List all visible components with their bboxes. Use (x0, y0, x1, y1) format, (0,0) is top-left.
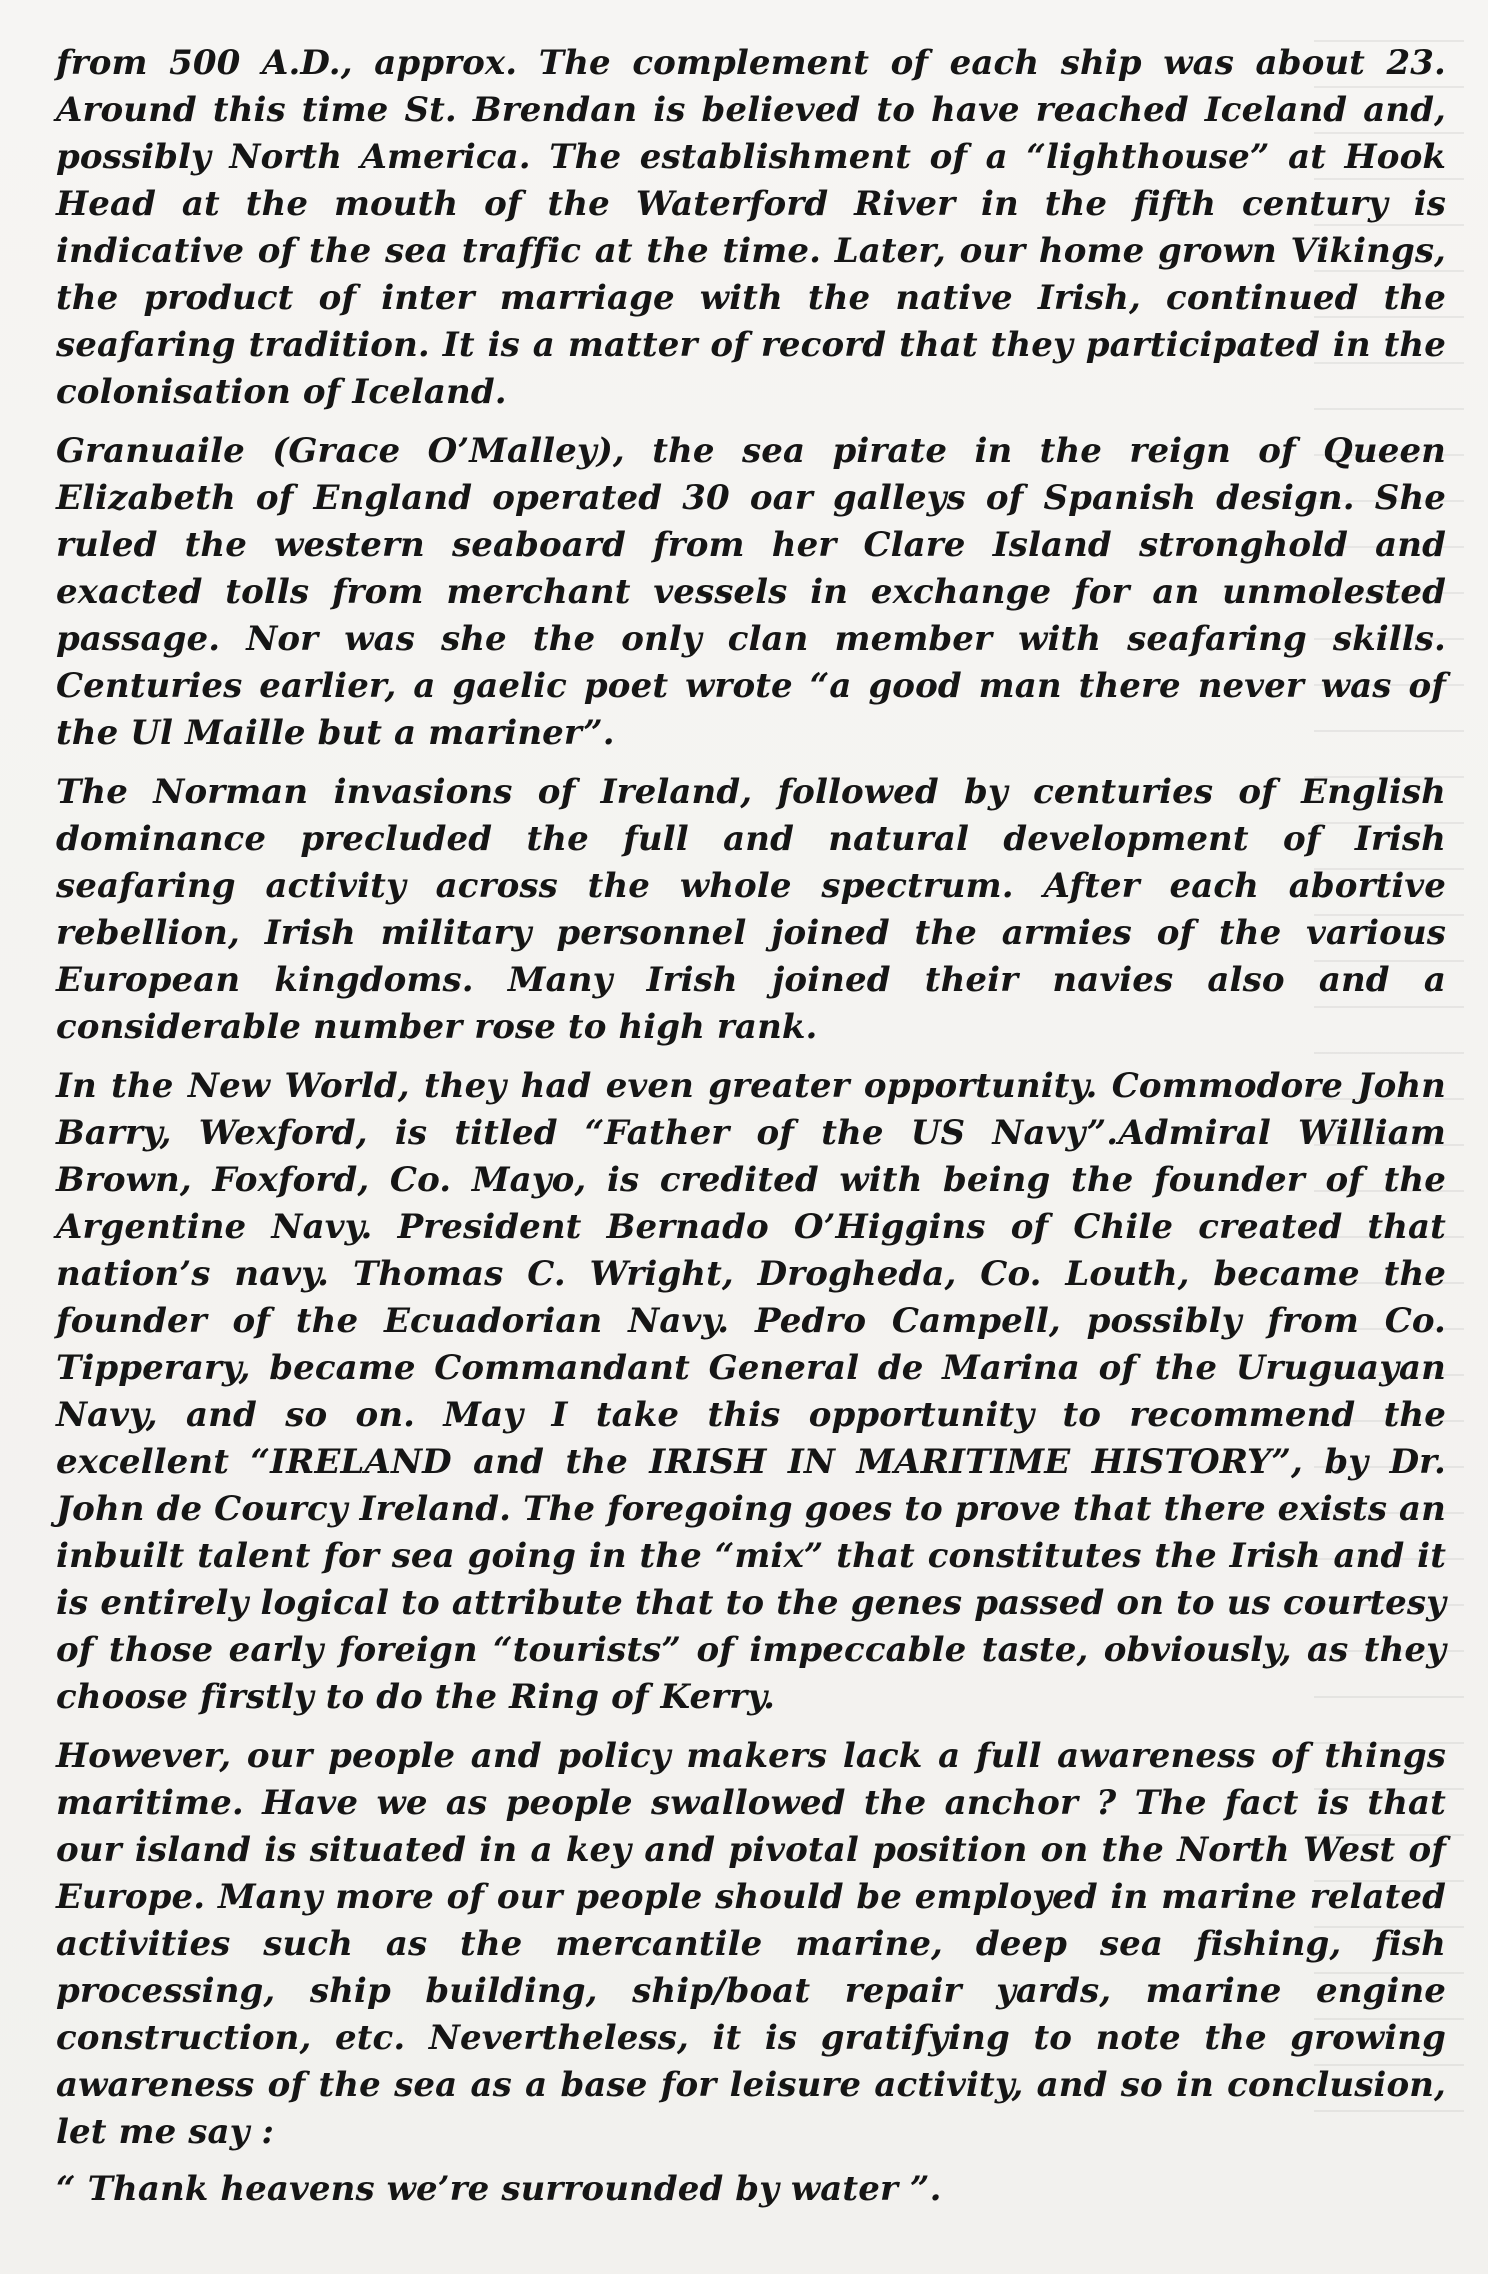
body-text (56, 40, 1446, 2213)
paragraph-vikings: from 500 A.D., approx. The complement of each ship was about 23. Around this time St. Brendan is believed to have reached Iceland and, possibly North America. The establishment of a “lighthouse” at Hook Head at the mouth of the Waterford River in the fifth century is indicative of the sea traffic at the time. Later, our home grown Vikings, the product of inter marriage with the native Irish, continued the seafaring tradition. It is a matter of record that they participated in the colonisation of Iceland. (56, 43, 1446, 412)
paragraph-new-world: In the New World, they had even greater opportunity. Commodore John Barry, Wexford, is titled “Father of the US Navy”.Admiral William Brown, Foxford, Co. Mayo, is credited with being the founder of the Argentine Navy. President Bernado O’Higgins of Chile created that nation’s navy. Thomas C. Wright, Drogheda, Co. Louth, became the founder of the Ecuadorian Navy. Pedro Campell, possibly from Co. Tipperary, became Commandant General de Marina of the Uruguayan Navy, and so on. May I take this opportunity to recommend the excellent “IRELAND and the IRISH IN MARITIME HISTORY”, by Dr. John de Courcy Ireland. The foregoing goes to prove that there exists an inbuilt talent for sea going in the “mix” that constitutes the Irish and it is entirely logical to attribute that to the genes passed on to us courtesy of those early foreign “tourists” of impeccable taste, obviously, as they choose firstly to do the Ring of Kerry. (56, 1066, 1446, 1717)
paragraph-granuaile: Granuaile (Grace O’Malley), the sea pirate in the reign of Queen Elizabeth of England operated 30 oar galleys of Spanish design. She ruled the western seaboard from her Clare Island stronghold and exacted tolls from merchant vessels in exchange for an unmolested passage. Nor was she the only clan member with seafaring skills. Centuries earlier, a gaelic poet wrote “a good man there never was of the Ul Maille but a mariner”. (56, 431, 1446, 753)
closing-quote: “ Thank heavens we’re surrounded by water ”. (56, 2169, 942, 2209)
paragraph-norman-invasions: The Norman invasions of Ireland, followed by centuries of English dominance precluded the full and natural development of Irish seafaring activity across the whole spectrum. After each abortive rebellion, Irish military personnel joined the armies of the various European kingdoms. Many Irish joined their navies also and a considerable number rose to high rank. (56, 772, 1446, 1047)
paragraph-maritime-awareness: However, our people and policy makers lack a full awareness of things maritime. Have we as people swallowed the anchor ? The fact is that our island is situated in a key and pivotal position on the North West of Europe. Many more of our people should be employed in marine related activities such as the mercantile marine, deep sea fishing, fish processing, ship building, ship/boat repair yards, marine engine construction, etc. Nevertheless, it is gratifying to note the growing awareness of the sea as a base for leisure activity, and so in conclusion, let me say : (56, 1736, 1446, 2152)
